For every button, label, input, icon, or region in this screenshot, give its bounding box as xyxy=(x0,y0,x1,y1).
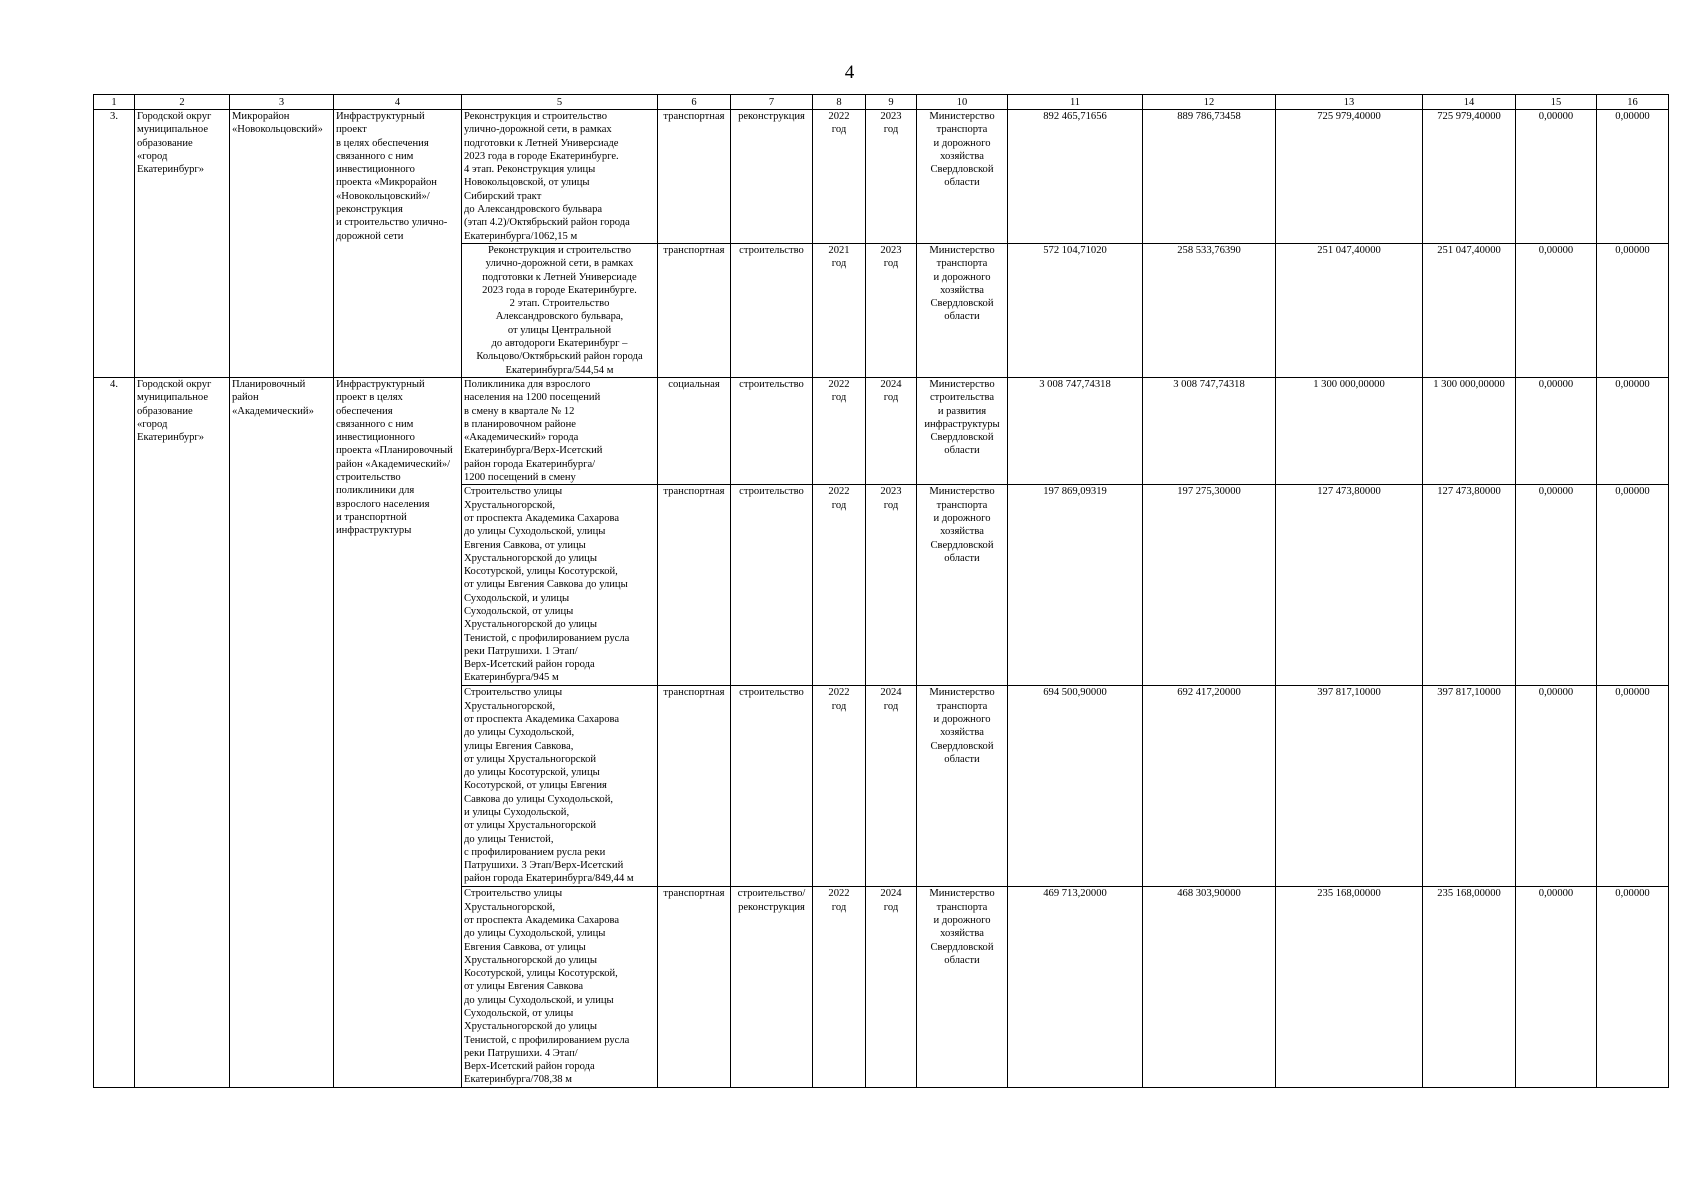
column-number-cell: 5 xyxy=(462,95,658,110)
territory-cell: Микрорайон «Новокольцовский» xyxy=(230,110,334,378)
column-number-cell: 13 xyxy=(1276,95,1423,110)
ministry-cell: Министерство транспорта и дорожного хозяйства Свердловской области xyxy=(917,243,1008,377)
ministry-cell: Министерство транспорта и дорожного хозяйства Свердловской области xyxy=(917,110,1008,244)
column-number-cell: 14 xyxy=(1423,95,1516,110)
amount-cell: 3 008 747,74318 xyxy=(1008,377,1143,484)
amount-cell: 258 533,76390 xyxy=(1143,243,1276,377)
work-type-cell: строительство xyxy=(731,377,813,484)
infrastructure-type-cell: транспортная xyxy=(658,686,731,887)
amount-cell: 1 300 000,00000 xyxy=(1423,377,1516,484)
row-number: 3. xyxy=(94,110,135,378)
amount-cell: 251 047,40000 xyxy=(1423,243,1516,377)
amount-cell: 725 979,40000 xyxy=(1276,110,1423,244)
column-number-cell: 16 xyxy=(1597,95,1669,110)
ministry-cell: Министерство транспорта и дорожного хозяйства Свердловской области xyxy=(917,686,1008,887)
end-year-cell: 2024 год xyxy=(866,377,917,484)
amount-cell: 235 168,00000 xyxy=(1276,887,1423,1088)
infrastructure-type-cell: транспортная xyxy=(658,887,731,1088)
column-number-cell: 6 xyxy=(658,95,731,110)
amount-cell: 0,00000 xyxy=(1516,485,1597,686)
ministry-cell: Министерство транспорта и дорожного хозяйства Свердловской области xyxy=(917,887,1008,1088)
infrastructure-type-cell: транспортная xyxy=(658,110,731,244)
end-year-cell: 2023 год xyxy=(866,485,917,686)
amount-cell: 725 979,40000 xyxy=(1423,110,1516,244)
column-number-cell: 2 xyxy=(135,95,230,110)
amount-cell: 0,00000 xyxy=(1516,377,1597,484)
amount-cell: 892 465,71656 xyxy=(1008,110,1143,244)
amount-cell: 197 275,30000 xyxy=(1143,485,1276,686)
territory-cell: Планировочный район «Академический» xyxy=(230,377,334,1087)
amount-cell: 469 713,20000 xyxy=(1008,887,1143,1088)
column-number-cell: 3 xyxy=(230,95,334,110)
amount-cell: 468 303,90000 xyxy=(1143,887,1276,1088)
amount-cell: 251 047,40000 xyxy=(1276,243,1423,377)
amount-cell: 127 473,80000 xyxy=(1423,485,1516,686)
table-row xyxy=(94,110,1669,244)
amount-cell: 0,00000 xyxy=(1516,686,1597,887)
column-number-cell: 4 xyxy=(334,95,462,110)
start-year-cell: 2022 год xyxy=(813,887,866,1088)
infrastructure-type-cell: транспортная xyxy=(658,243,731,377)
column-number-cell: 1 xyxy=(94,95,135,110)
amount-cell: 1 300 000,00000 xyxy=(1276,377,1423,484)
row-number: 4. xyxy=(94,377,135,1087)
amount-cell: 0,00000 xyxy=(1597,485,1669,686)
investment-projects-table xyxy=(93,94,1669,1088)
column-number-cell: 12 xyxy=(1143,95,1276,110)
amount-cell: 889 786,73458 xyxy=(1143,110,1276,244)
amount-cell: 0,00000 xyxy=(1597,243,1669,377)
column-number-cell: 9 xyxy=(866,95,917,110)
amount-cell: 397 817,10000 xyxy=(1423,686,1516,887)
start-year-cell: 2022 год xyxy=(813,485,866,686)
column-number-cell: 7 xyxy=(731,95,813,110)
amount-cell: 572 104,71020 xyxy=(1008,243,1143,377)
object-cell: Реконструкция и строительство улично-дорожной сети, в рамках подготовки к Летней Универсиаде 2023 года в городе Екатеринбурге. 2 этап. Строительство Александровского бульвара, от улицы Центральной до автодороги Екатеринбург – Кольцово/Октябрьский район города Екатеринбурга/544,54 м xyxy=(462,243,658,377)
column-number-cell: 15 xyxy=(1516,95,1597,110)
project-cell: Инфраструктурный проект в целях обеспечения связанного с ним инвестиционного проекта «Планировочный район «Академический»/ строительство поликлиники для взрослого населения и транспортной инфраструктуры xyxy=(334,377,462,1087)
object-cell: Строительство улицы Хрустальногорской, от проспекта Академика Сахарова до улицы Суходольской, улицы Евгения Савкова, от улицы Хрустальногорской до улицы Косотурской, улицы Косотурской, от улицы Евгения Савкова до улицы Суходольской, и улицы Суходольской, от улицы Хрустальногорской до улицы Тенистой, с профилированием русла реки Патрушихи. 4 Этап/ Верх-Исетский район города Екатеринбурга/708,38 м xyxy=(462,887,658,1088)
infrastructure-type-cell: социальная xyxy=(658,377,731,484)
object-cell: Реконструкция и строительство улично-дорожной сети, в рамках подготовки к Летней Универсиаде 2023 года в городе Екатеринбурге. 4 этап. Реконструкция улицы Новокольцовской, от улицы Сибирский тракт до Александровского бульвара (этап 4.2)/Октябрьский район города Екатеринбурга/1062,15 м xyxy=(462,110,658,244)
amount-cell: 0,00000 xyxy=(1597,887,1669,1088)
amount-cell: 0,00000 xyxy=(1516,110,1597,244)
start-year-cell: 2021 год xyxy=(813,243,866,377)
municipality-cell: Городской округ муниципальное образование «город Екатеринбург» xyxy=(135,110,230,378)
end-year-cell: 2023 год xyxy=(866,243,917,377)
start-year-cell: 2022 год xyxy=(813,110,866,244)
amount-cell: 0,00000 xyxy=(1516,243,1597,377)
amount-cell: 127 473,80000 xyxy=(1276,485,1423,686)
work-type-cell: строительство xyxy=(731,243,813,377)
ministry-cell: Министерство строительства и развития инфраструктуры Свердловской области xyxy=(917,377,1008,484)
work-type-cell: строительство xyxy=(731,485,813,686)
table-row xyxy=(94,377,1669,484)
work-type-cell: реконструкция xyxy=(731,110,813,244)
amount-cell: 397 817,10000 xyxy=(1276,686,1423,887)
end-year-cell: 2024 год xyxy=(866,686,917,887)
amount-cell: 235 168,00000 xyxy=(1423,887,1516,1088)
project-cell: Инфраструктурный проект в целях обеспечения связанного с ним инвестиционного проекта «Микрорайон «Новокольцовский»/ реконструкция и строительство улично- дорожной сети xyxy=(334,110,462,378)
end-year-cell: 2024 год xyxy=(866,887,917,1088)
page-number: 4 xyxy=(844,62,855,83)
ministry-cell: Министерство транспорта и дорожного хозяйства Свердловской области xyxy=(917,485,1008,686)
object-cell: Строительство улицы Хрустальногорской, от проспекта Академика Сахарова до улицы Суходольской, улицы Евгения Савкова, от улицы Хрустальногорской до улицы Косотурской, улицы Косотурской, от улицы Евгения Савкова до улицы Суходольской, и улицы Суходольской, от улицы Хрустальногорской до улицы Тенистой, с профилированием русла реки Патрушихи. 1 Этап/ Верх-Исетский район города Екатеринбурга/945 м xyxy=(462,485,658,686)
amount-cell: 197 869,09319 xyxy=(1008,485,1143,686)
column-number-row xyxy=(94,95,1669,110)
start-year-cell: 2022 год xyxy=(813,377,866,484)
infrastructure-type-cell: транспортная xyxy=(658,485,731,686)
work-type-cell: строительство xyxy=(731,686,813,887)
object-cell: Строительство улицы Хрустальногорской, от проспекта Академика Сахарова до улицы Суходольской, улицы Евгения Савкова, от улицы Хрустальногорской до улицы Косотурской, улицы Косотурской, от улицы Евгения Савкова до улицы Суходольской, и улицы Суходольской, от улицы Хрустальногорской до улицы Тенистой, с профилированием русла реки Патрушихи. 3 Этап/Верх-Исетский район города Екатеринбурга/849,44 м xyxy=(462,686,658,887)
work-type-cell: строительство/ реконструкция xyxy=(731,887,813,1088)
column-number-cell: 10 xyxy=(917,95,1008,110)
start-year-cell: 2022 год xyxy=(813,686,866,887)
column-number-cell: 8 xyxy=(813,95,866,110)
amount-cell: 694 500,90000 xyxy=(1008,686,1143,887)
column-number-cell: 11 xyxy=(1008,95,1143,110)
amount-cell: 0,00000 xyxy=(1597,110,1669,244)
amount-cell: 692 417,20000 xyxy=(1143,686,1276,887)
end-year-cell: 2023 год xyxy=(866,110,917,244)
amount-cell: 0,00000 xyxy=(1597,686,1669,887)
municipality-cell: Городской округ муниципальное образование «город Екатеринбург» xyxy=(135,377,230,1087)
amount-cell: 0,00000 xyxy=(1516,887,1597,1088)
object-cell: Поликлиника для взрослого населения на 1200 посещений в смену в квартале № 12 в планировочном районе «Академический» города Екатеринбурга/Верх-Исетский район города Екатеринбурга/ 1200 посещений в смену xyxy=(462,377,658,484)
amount-cell: 3 008 747,74318 xyxy=(1143,377,1276,484)
amount-cell: 0,00000 xyxy=(1597,377,1669,484)
